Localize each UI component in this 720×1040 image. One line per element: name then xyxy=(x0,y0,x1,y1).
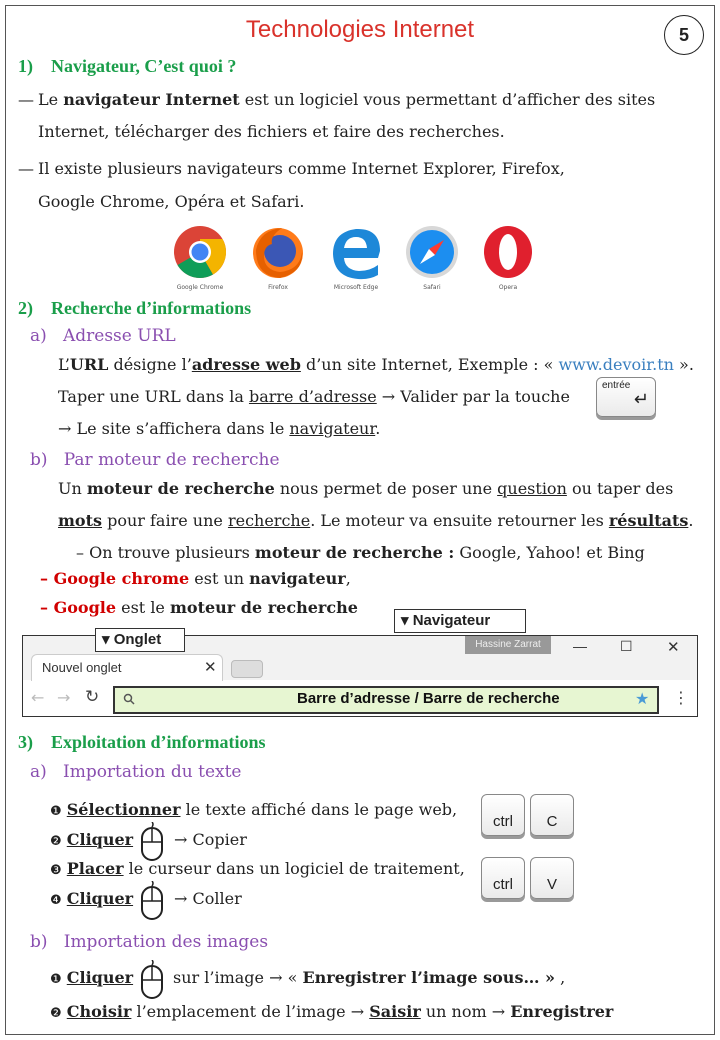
tab-title: Nouvel onglet xyxy=(42,660,122,675)
ctrl-key: ctrl xyxy=(481,794,525,836)
subsection-image-import: b) Importation des images xyxy=(30,932,269,952)
chrome-note: – Google chrome est un navigateur, xyxy=(40,569,351,588)
address-bar-text: Barre d’adresse / Barre de recherche xyxy=(297,690,560,707)
tab-close-icon[interactable]: ✕ xyxy=(204,659,217,676)
text-step-4: ❹ Cliquer xyxy=(50,889,134,908)
chrome-logo-icon xyxy=(172,224,228,280)
image-step-2: ❷ Choisir l’emplacement de l’image → Saisir un nom → Enregistrer xyxy=(50,1002,614,1021)
browser-tab[interactable] xyxy=(31,654,223,681)
address-bar[interactable] xyxy=(113,686,659,714)
forward-icon[interactable]: → xyxy=(57,688,71,707)
search-icon xyxy=(123,693,135,705)
subsection-search-engine: b) Par moteur de recherche xyxy=(30,450,280,470)
s1-para2-line2: Google Chrome, Opéra et Safari. xyxy=(38,192,305,211)
browser-label: Microsoft Edge xyxy=(333,284,379,291)
section-2-heading: 2) Recherche d’informations xyxy=(18,298,252,318)
browser-label: Safari xyxy=(423,284,441,291)
save-image-instruction: sur l’image → « Enregistrer l’image sous… » , xyxy=(173,968,566,987)
example-link[interactable]: www.devoir.tn xyxy=(558,355,674,374)
mouse-icon xyxy=(140,960,164,1000)
search-line3: – On trouve plusieurs moteur de recherche : Google, Yahoo! et Bing xyxy=(76,543,645,562)
v-key: V xyxy=(530,857,574,899)
bookmark-star-icon[interactable]: ★ xyxy=(635,689,650,708)
maximize-icon[interactable]: ☐ xyxy=(620,639,633,655)
search-line2: mots pour faire une recherche. Le moteur va ensuite retourner les résultats. xyxy=(58,511,694,530)
copy-instruction: → Copier xyxy=(174,830,247,849)
enter-key xyxy=(596,377,656,417)
edge-logo-icon xyxy=(328,224,384,280)
opera-logo-icon xyxy=(480,224,536,280)
ctrl-key: ctrl xyxy=(481,857,525,899)
enter-key-label: entrée xyxy=(602,380,631,391)
minimize-icon[interactable]: — xyxy=(573,638,587,654)
new-tab-button[interactable] xyxy=(231,660,263,678)
back-icon[interactable]: ← xyxy=(31,688,45,707)
search-line1: Un moteur de recherche nous permet de poser une question ou taper des xyxy=(58,479,674,498)
s1-para2-line1: Il existe plusieurs navigateurs comme Internet Explorer, Firefox, xyxy=(38,159,565,178)
url-line2: Taper une URL dans la barre d’adresse → Valider par la touche xyxy=(58,387,570,406)
s1-para1-line1: Le navigateur Internet est un logiciel vous permettant d’afficher des sites xyxy=(38,90,656,109)
bullet-dash: — xyxy=(18,159,34,178)
url-line3: → Le site s’affichera dans le navigateur. xyxy=(58,419,381,438)
reload-icon[interactable]: ↻ xyxy=(85,687,100,707)
s1-para1-line2: Internet, télécharger des fichiers et faire des recherches. xyxy=(38,122,505,141)
menu-icon[interactable]: ⋮ xyxy=(673,688,689,707)
text-step-2: ❷ Cliquer xyxy=(50,830,134,849)
tab-tag: ▾ Onglet xyxy=(95,628,185,652)
section-3-heading: 3) Exploitation d’informations xyxy=(18,732,266,752)
c-key: C xyxy=(530,794,574,836)
text-step-1: ❶ Sélectionner le texte affiché dans le page web, xyxy=(50,800,458,819)
safari-logo-icon xyxy=(404,224,460,280)
subsection-url: a) Adresse URL xyxy=(30,326,176,346)
google-note: – Google est le moteur de recherche xyxy=(40,598,358,617)
user-profile-label: Hassine Zarrat xyxy=(465,636,551,654)
text-step-3: ❸ Placer le curseur dans un logiciel de traitement, xyxy=(50,859,465,878)
url-line1: L’URL désigne l’adresse web d’un site Internet, Exemple : « www.devoir.tn ». xyxy=(58,355,694,374)
browser-label: Google Chrome xyxy=(176,284,224,291)
page-number-badge: 5 xyxy=(664,15,704,55)
image-step-1: ❶ Cliquer xyxy=(50,968,134,987)
bullet-dash: — xyxy=(18,90,34,109)
browser-label: Firefox xyxy=(268,284,288,291)
subsection-text-import: a) Importation du texte xyxy=(30,762,242,782)
section-1-heading: 1) Navigateur, C’est quoi ? xyxy=(18,56,237,76)
close-window-icon[interactable]: ✕ xyxy=(667,639,680,656)
paste-instruction: → Coller xyxy=(174,889,242,908)
page-title: Technologies Internet xyxy=(245,16,475,43)
mouse-icon xyxy=(140,881,164,921)
mouse-icon xyxy=(140,822,164,862)
browser-label: Opera xyxy=(498,284,518,291)
enter-arrow-icon: ↵ xyxy=(633,389,649,409)
firefox-logo-icon xyxy=(250,224,306,280)
navigator-tag: ▾ Navigateur xyxy=(394,609,526,633)
